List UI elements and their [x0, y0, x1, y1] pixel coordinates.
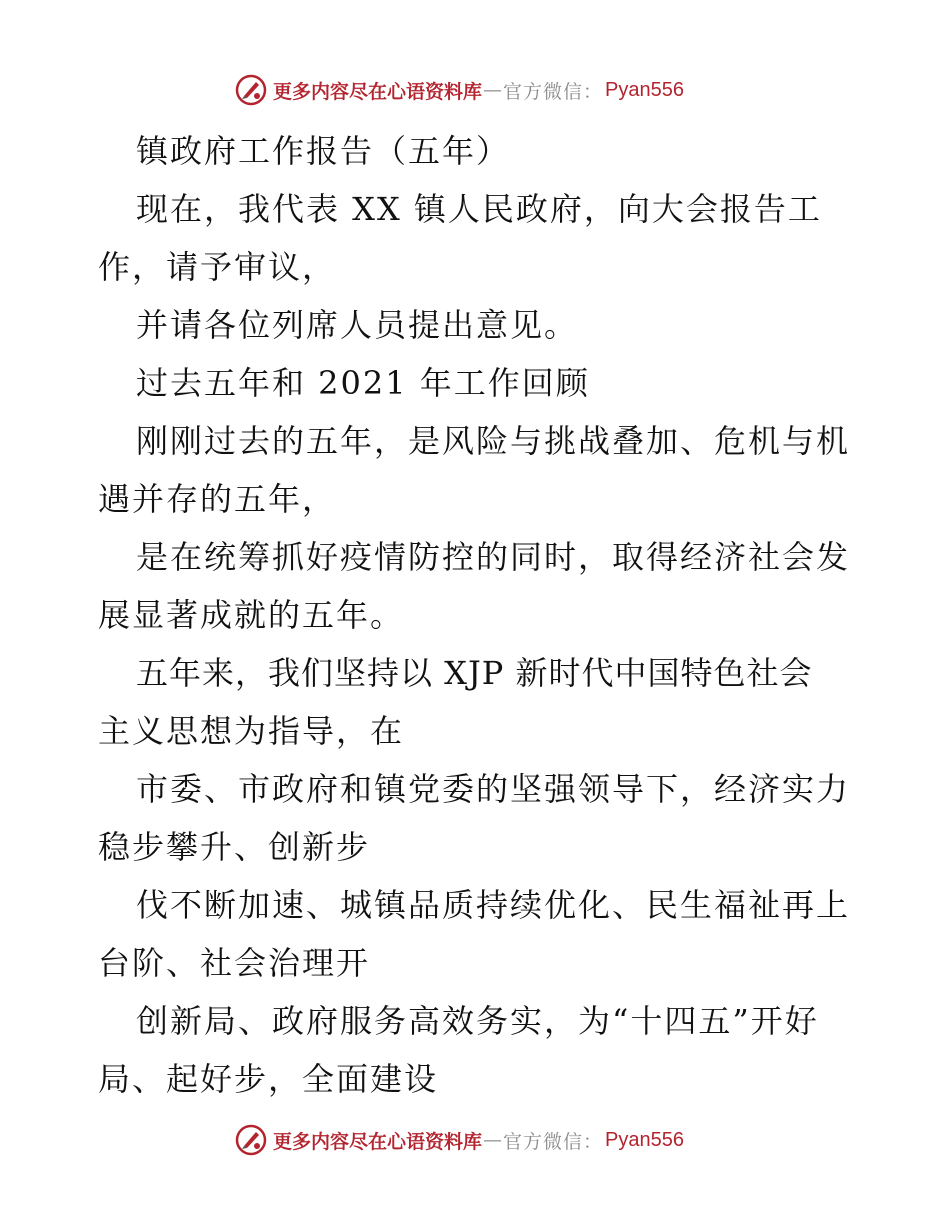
watermark-dash: — [483, 79, 503, 101]
watermark-brand-text: 更多内容尽在心语资料库 [273, 1130, 483, 1153]
paragraph-line: 稳步攀升、创新步 [98, 828, 371, 866]
paragraph-line: 并请各位列席人员提出意见。 [136, 306, 579, 344]
paragraph-line: 遇并存的五年， [98, 480, 337, 518]
paragraph-line: 局、起好步，全面建设 [98, 1060, 439, 1098]
paragraph-line: 创新局、政府服务高效务实，为“十四五”开好 [136, 1002, 819, 1040]
brand-logo-icon [235, 74, 267, 106]
paragraph-line: 展显著成就的五年。 [98, 596, 405, 634]
footer-watermark [235, 1123, 684, 1157]
paragraph-line: 作，请予审议， [98, 248, 337, 286]
header-watermark [235, 73, 684, 107]
watermark-wechat-id: Pyan556 [605, 1128, 684, 1151]
brand-logo-icon [235, 1124, 267, 1156]
watermark-official-label: 官方微信： [503, 1130, 604, 1153]
paragraph-line: 市委、市政府和镇党委的坚强领导下，经济实力 [136, 770, 851, 808]
paragraph-line: 伐不断加速、城镇品质持续优化、民生福祉再上 [136, 886, 851, 924]
watermark-official-label: 官方微信： [503, 80, 604, 103]
paragraph-line: 是在统筹抓好疫情防控的同时，取得经济社会发 [136, 538, 851, 576]
watermark-dash: — [483, 1129, 503, 1151]
section-heading: 过去五年和 2021 年工作回顾 [136, 364, 590, 402]
paragraph-line: 主义思想为指导，在 [98, 712, 405, 750]
paragraph-line: 五年来，我们坚持以 XJP 新时代中国特色社会 [136, 654, 813, 692]
paragraph-line: 刚刚过去的五年，是风险与挑战叠加、危机与机 [136, 422, 851, 460]
watermark-brand-text: 更多内容尽在心语资料库 [273, 80, 483, 103]
paragraph-line: 台阶、社会治理开 [98, 944, 371, 982]
document-body [98, 122, 858, 1108]
watermark-wechat-id: Pyan556 [605, 78, 684, 101]
paragraph-line: 现在，我代表 XX 镇人民政府，向大会报告工 [136, 190, 822, 228]
document-title: 镇政府工作报告（五年） [136, 132, 511, 170]
